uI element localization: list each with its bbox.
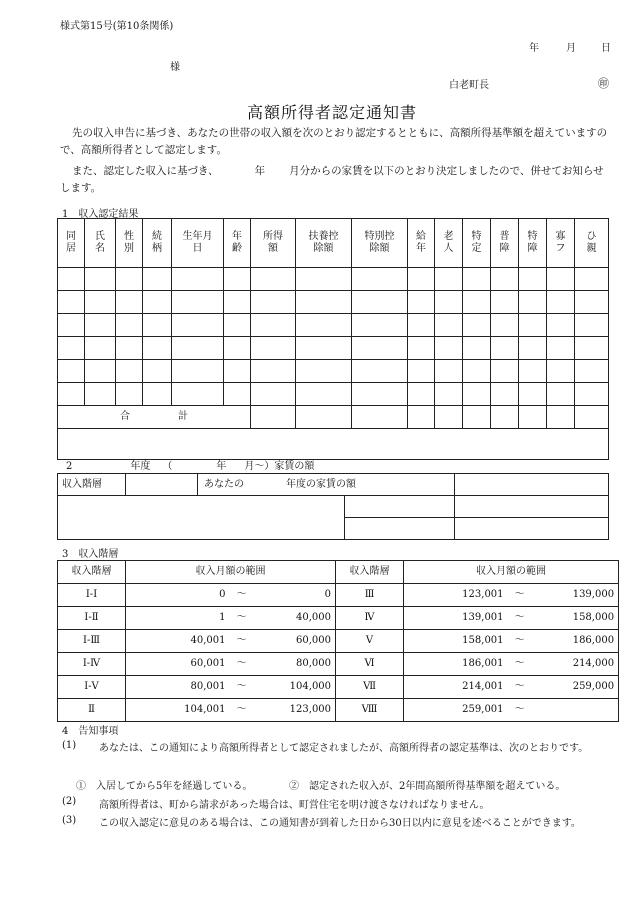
range-tilde: 〜 [508, 584, 532, 607]
range-tilde: 〜 [230, 653, 254, 676]
section1-heading: 1 収入認定結果 [62, 209, 139, 220]
level-cell: Ⅰ-Ⅱ [58, 607, 126, 630]
income-result-table [57, 218, 609, 460]
level-cell: Ⅴ [336, 630, 404, 653]
table-row [58, 314, 609, 337]
level-col-header: 収入階層 [336, 561, 404, 584]
range-from: 80,001 [126, 676, 230, 699]
range-to: 259,000 [532, 676, 619, 699]
income-level-table [57, 560, 619, 722]
range-from: 214,001 [404, 676, 508, 699]
level-cell: Ⅲ [336, 584, 404, 607]
item1-criterion-1: ① 入居してから5年を経過している。 [76, 781, 253, 792]
level-row [58, 584, 619, 607]
rent-table [57, 473, 609, 540]
range-from: 139,001 [404, 607, 508, 630]
date-day-label: 日 [601, 43, 611, 54]
remarks-row [58, 429, 609, 460]
item2-text: 高額所得者は、町から請求があった場合は、町営住宅を明け渡さなければなりません。 [99, 800, 490, 811]
table-row [58, 337, 609, 360]
range-from: 123,001 [404, 584, 508, 607]
seal-mark: ㊞ [598, 77, 609, 90]
level-cell: Ⅰ-Ⅳ [58, 653, 126, 676]
date-month-label: 月 [566, 43, 576, 54]
rent-header-row [58, 474, 609, 496]
item1-number: (1) [62, 740, 77, 751]
intro-paragraph-1: 先の収入申告に基づき、あなたの世帯の収入額を次のとおり認定するとともに、高額所得基準額を超えていますので、高額所得者として認定します。 [60, 127, 608, 156]
range-to: 139,000 [532, 584, 619, 607]
header-cell: 特障 [519, 219, 547, 268]
range-to: 60,000 [254, 630, 336, 653]
range-tilde: 〜 [508, 630, 532, 653]
section4-heading: 4 告知事項 [62, 726, 119, 737]
level-cell: Ⅳ [336, 607, 404, 630]
range-to: 40,000 [254, 607, 336, 630]
range-from: 186,001 [404, 653, 508, 676]
header-cell: 同居 [58, 219, 85, 268]
range-from: 259,001 [404, 699, 508, 722]
header-cell: 性別 [116, 219, 143, 268]
level-row [58, 630, 619, 653]
table-row [58, 291, 609, 314]
issuer-name: 白老町長 [449, 80, 489, 91]
header-cell: ひ親 [575, 219, 609, 268]
document-title: 高額所得者認定通知書 [247, 103, 418, 122]
range-from: 158,001 [404, 630, 508, 653]
level-col-header: 収入階層 [58, 561, 126, 584]
header-cell: 普障 [491, 219, 519, 268]
level-header-row [58, 561, 619, 584]
header-cell: 生年月日 [172, 219, 224, 268]
range-tilde: 〜 [230, 607, 254, 630]
range-to: 123,000 [254, 699, 336, 722]
range-col-header: 収入月額の範囲 [126, 561, 336, 584]
level-cell: Ⅵ [336, 653, 404, 676]
date-year-label: 年 [529, 43, 539, 54]
range-to: 104,000 [254, 676, 336, 699]
level-row [58, 699, 619, 722]
header-cell: 扶養控除額 [296, 219, 352, 268]
table-row [58, 360, 609, 383]
level-cell: Ⅰ-Ⅴ [58, 676, 126, 699]
header-cell: 年齢 [224, 219, 251, 268]
item1-text: あなたは、この通知により高額所得者として認定されましたが、高額所得者の認定基準は、次のとおりです。 [99, 743, 589, 754]
rent-amount-header: あなたの 年度の家賃の額 [198, 474, 455, 496]
header-cell: 特定 [463, 219, 491, 268]
range-from: 40,001 [126, 630, 230, 653]
range-tilde: 〜 [508, 653, 532, 676]
range-to: 158,000 [532, 607, 619, 630]
range-tilde: 〜 [230, 676, 254, 699]
header-cell: 所得額 [251, 219, 296, 268]
range-col-header: 収入月額の範囲 [404, 561, 619, 584]
range-tilde: 〜 [230, 699, 254, 722]
rent-level-header: 収入階層 [58, 474, 126, 496]
range-from: 60,001 [126, 653, 230, 676]
header-cell: 老人 [435, 219, 463, 268]
range-to: 186,000 [532, 630, 619, 653]
table-header-row [58, 219, 609, 268]
total-row [58, 406, 609, 429]
level-cell: Ⅱ [58, 699, 126, 722]
item3-number: (3) [62, 815, 77, 826]
total-label: 合 計 [58, 406, 251, 429]
range-tilde: 〜 [230, 584, 254, 607]
header-cell: 氏名 [85, 219, 116, 268]
item1-criterion-2: ② 認定された収入が、2年間高額所得基準額を超えている。 [289, 781, 566, 792]
level-cell: Ⅰ-Ⅲ [58, 630, 126, 653]
level-row [58, 607, 619, 630]
range-from: 0 [126, 584, 230, 607]
level-row [58, 653, 619, 676]
section3-heading: 3 収入階層 [62, 549, 119, 560]
section2-heading: 2 年度 （ 年 月〜）家賃の額 [66, 461, 315, 472]
level-row [58, 676, 619, 699]
range-from: 1 [126, 607, 230, 630]
recipient-honorific: 様 [170, 62, 180, 73]
item3-text: この収入認定に意見のある場合は、この通知書が到着した日から30日以内に意見を述べることができます。 [99, 818, 581, 829]
level-cell: Ⅶ [336, 676, 404, 699]
range-to: 214,000 [532, 653, 619, 676]
table-row [58, 383, 609, 406]
range-tilde: 〜 [508, 676, 532, 699]
range-from: 104,001 [126, 699, 230, 722]
range-tilde: 〜 [508, 607, 532, 630]
intro-paragraph-2: また、認定した収入に基づき、 年 月分からの家賃を以下のとおり決定しましたので、併せてお知らせします。 [60, 165, 604, 194]
table-row [58, 268, 609, 291]
level-cell: Ⅷ [336, 699, 404, 722]
range-to: 0 [254, 584, 336, 607]
header-cell: 寡フ [547, 219, 575, 268]
rent-row [58, 496, 609, 518]
header-cell: 特別控除額 [352, 219, 408, 268]
range-to [532, 699, 619, 722]
form-number: 様式第15号(第10条関係) [60, 21, 174, 32]
range-tilde: 〜 [230, 630, 254, 653]
header-cell: 続柄 [143, 219, 172, 268]
range-to: 80,000 [254, 653, 336, 676]
level-cell: Ⅰ-Ⅰ [58, 584, 126, 607]
range-tilde: 〜 [508, 699, 532, 722]
item2-number: (2) [62, 796, 77, 807]
header-cell: 給年 [408, 219, 435, 268]
